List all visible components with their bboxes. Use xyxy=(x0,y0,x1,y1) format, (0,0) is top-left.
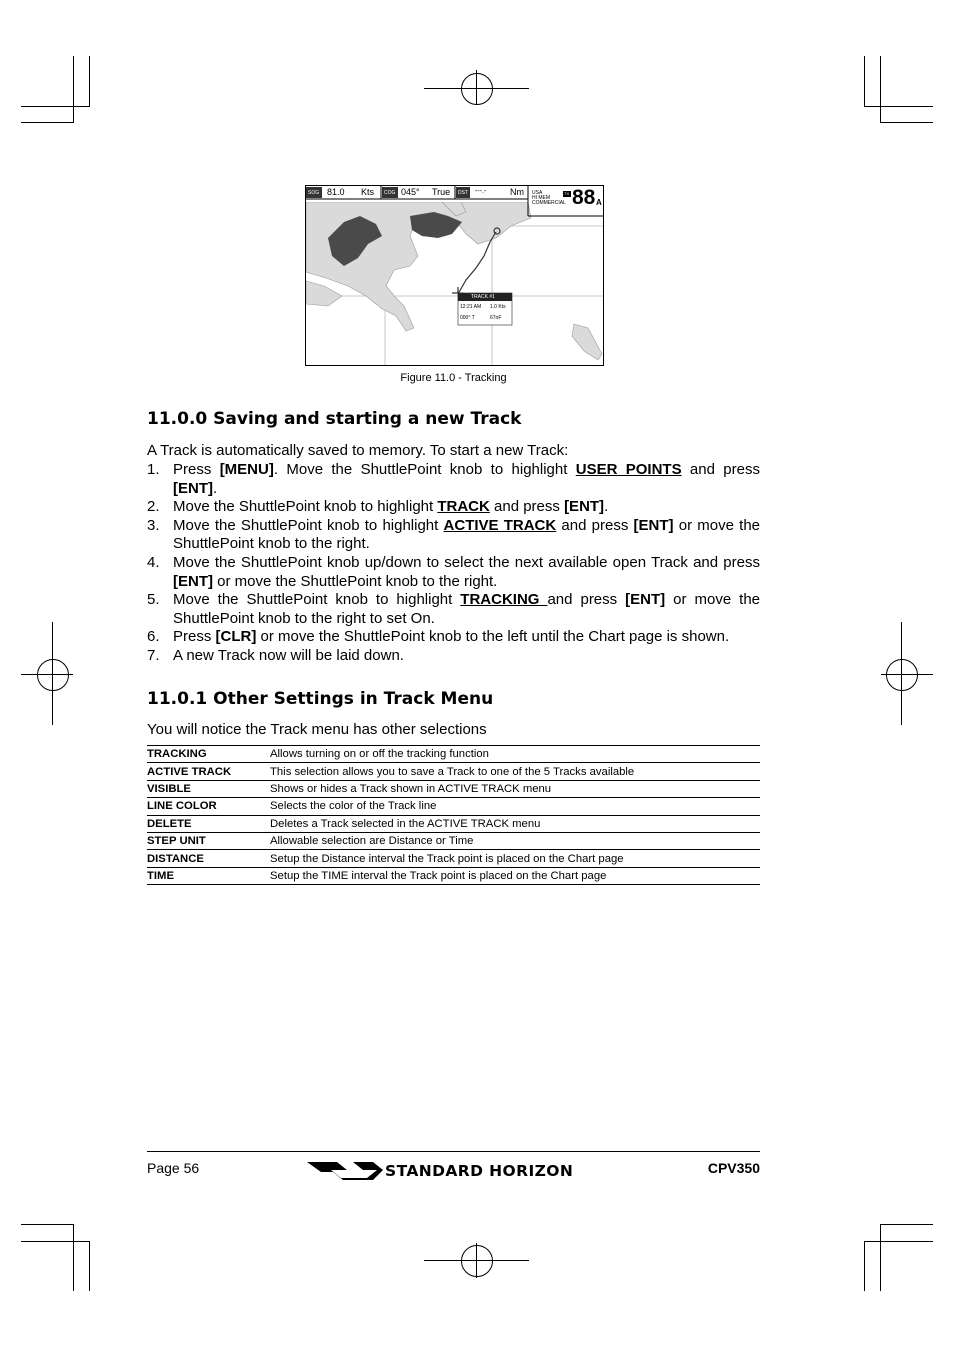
keyword-tracking: TRACKING xyxy=(460,591,548,609)
channel-suffix: A xyxy=(596,198,602,207)
figure-caption: Figure 11.0 - Tracking xyxy=(400,372,507,384)
region-line2: HI MEM xyxy=(532,195,551,201)
channel-tag: TX xyxy=(564,191,570,196)
section-heading-saving-track: 11.0.0 Saving and starting a new Track xyxy=(147,409,522,429)
menu-item-desc: This selection allows you to save a Track to one of the 5 Tracks available xyxy=(270,765,635,778)
footer-rule xyxy=(147,1151,760,1152)
section-intro: A Track is automatically saved to memory. To start a new Track: xyxy=(147,442,569,459)
steps-list xyxy=(147,461,760,666)
cog-tag: COG xyxy=(384,190,396,196)
model-name: CPV350 xyxy=(707,1160,760,1176)
page-number: Page 56 xyxy=(147,1160,200,1176)
chart-map xyxy=(306,186,603,365)
list-item: 6. Press [CLR] or move the ShuttlePoint knob to the left until the Chart page is shown. xyxy=(147,628,730,646)
list-item: 7. A new Track now will be laid down. xyxy=(147,646,404,664)
list-item: 1. Press [MENU]. Move the ShuttlePoint knob to highlight USER POINTS and press [ENT]. xyxy=(147,461,760,497)
menu-item-desc: Setup the Distance interval the Track point is placed on the Chart page xyxy=(270,852,624,865)
table-row xyxy=(147,867,760,884)
channel-number: 88 xyxy=(572,186,596,209)
menu-item-desc: Deletes a Track selected in the ACTIVE TRACK menu xyxy=(270,817,541,830)
dst-value: ---.- xyxy=(475,188,487,195)
cog-ref: True xyxy=(432,187,451,197)
track-popup-speed: 1.0 Kts xyxy=(490,304,506,310)
chart-screenshot xyxy=(305,185,604,366)
menu-item-desc: Shows or hides a Track shown in ACTIVE TRACK menu xyxy=(270,782,552,795)
list-item: 5. Move the ShuttlePoint knob to highlight TRACKING and press [ENT] or move the ShuttlePoint knob to the right to set On. xyxy=(147,591,761,627)
menu-item-desc: Allows turning on or off the tracking function xyxy=(270,748,489,761)
region-line1: USA xyxy=(532,190,543,196)
table-row xyxy=(147,798,760,815)
menu-item-name: VISIBLE xyxy=(147,782,191,795)
brand-name: STANDARD HORIZON xyxy=(385,1162,574,1180)
cog-value: 045° xyxy=(401,187,420,197)
menu-item-name: DELETE xyxy=(147,817,192,830)
menu-item-name: DISTANCE xyxy=(147,852,204,865)
track-menu-table xyxy=(147,745,760,885)
track-popup-title: TRACK #1 xyxy=(471,294,495,300)
menu-item-name: TIME xyxy=(147,869,174,882)
list-item: 2. Move the ShuttlePoint knob to highlight TRACK and press [ENT]. xyxy=(147,498,609,516)
keyword-active-track: ACTIVE TRACK xyxy=(443,516,557,534)
section-intro: You will notice the Track menu has other selections xyxy=(147,721,487,738)
menu-item-desc: Setup the TIME interval the Track point is placed on the Chart page xyxy=(270,869,607,882)
keyword-user-points: USER POINTS xyxy=(575,461,682,478)
standard-horizon-logo-icon xyxy=(307,1158,607,1184)
table-row xyxy=(147,763,760,780)
dst-tag: DST xyxy=(458,190,468,196)
menu-item-name: TRACKING xyxy=(147,748,207,761)
menu-item-desc: Allowable selection are Distance or Time xyxy=(270,835,474,848)
menu-item-desc: Selects the color of the Track line xyxy=(270,800,437,813)
list-item: 3. Move the ShuttlePoint knob to highlight ACTIVE TRACK and press [ENT] or move the ShuttlePoint knob to the right. xyxy=(147,516,761,553)
region-line3: COMMERCIAL xyxy=(532,200,566,206)
table-row xyxy=(147,780,760,797)
section-heading-track-menu: 11.0.1 Other Settings in Track Menu xyxy=(147,689,494,709)
brand-logo xyxy=(307,1158,607,1189)
sog-value: 81.0 xyxy=(327,187,345,197)
list-item: 4. Move the ShuttlePoint knob up/down to select the next available open Track and press [ENT] or move the ShuttlePoint knob to the right. xyxy=(147,553,760,590)
sog-tag: SOG xyxy=(308,190,320,196)
table-row xyxy=(147,815,760,832)
track-popup-course: 000° T xyxy=(460,315,475,321)
menu-item-name: ACTIVE TRACK xyxy=(147,765,232,778)
menu-item-name: STEP UNIT xyxy=(147,835,206,848)
table-row xyxy=(147,850,760,867)
keyword-track: TRACK xyxy=(437,498,490,516)
track-popup-distance: 67nF xyxy=(490,315,502,321)
menu-item-name: LINE COLOR xyxy=(147,800,217,813)
dst-unit: Nm xyxy=(510,187,524,197)
track-popup-time: 12:21 AM xyxy=(460,304,482,310)
sog-unit: Kts xyxy=(361,187,375,197)
table-row xyxy=(147,746,760,763)
table-row xyxy=(147,832,760,849)
